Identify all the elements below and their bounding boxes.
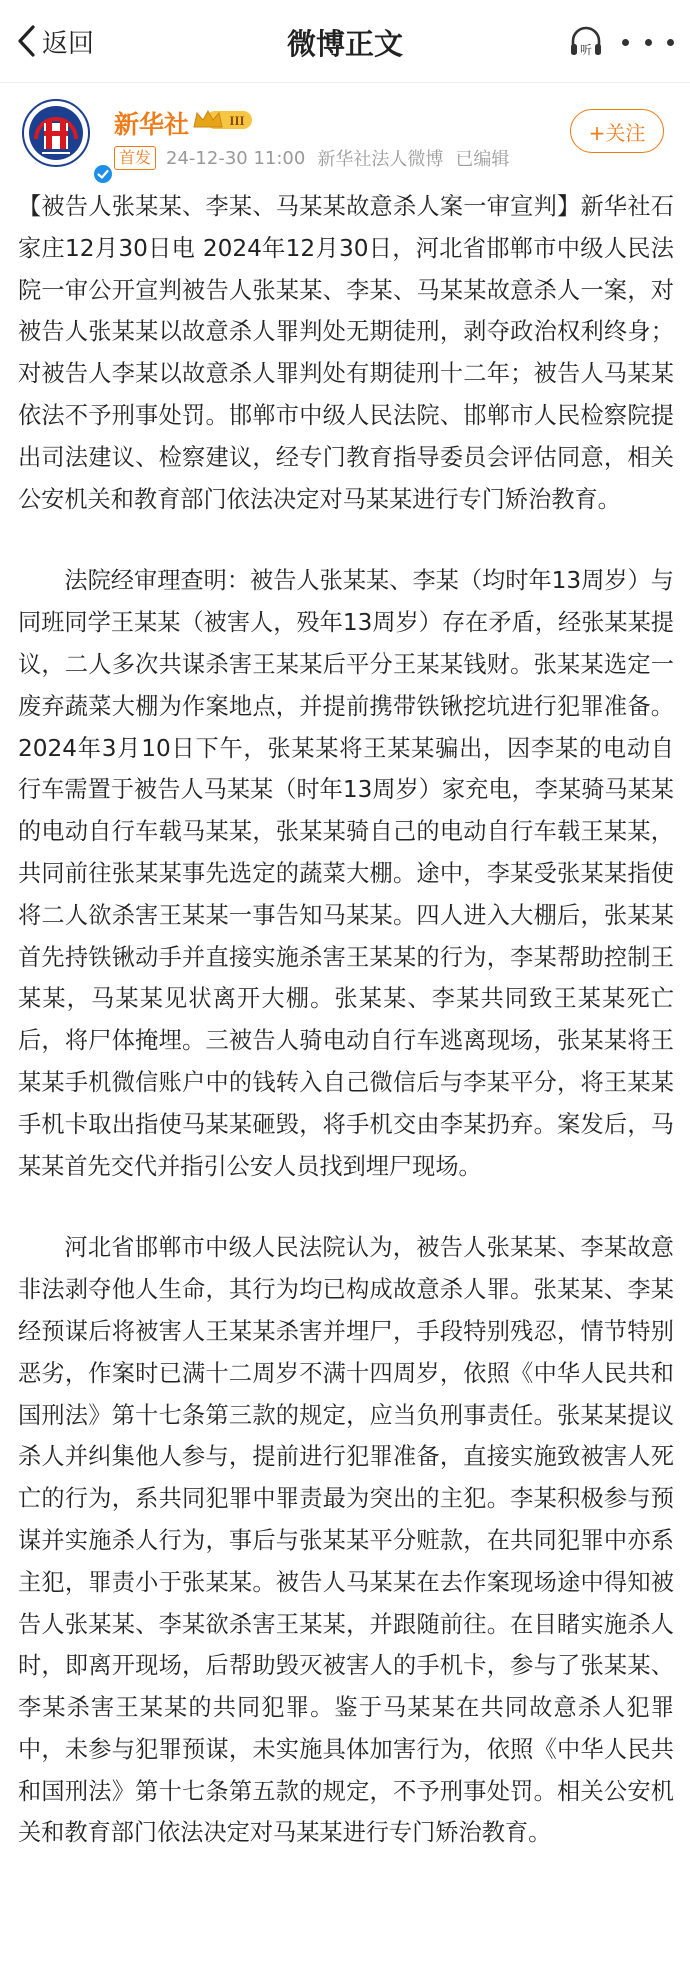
more-dots-icon[interactable] [622, 30, 674, 54]
listen-label: 听 [579, 43, 593, 57]
paragraph-spacer [18, 1187, 674, 1227]
vip-level: III [229, 113, 245, 128]
more-dot [622, 39, 629, 46]
back-label: 返回 [42, 28, 95, 59]
vip-crown-icon [192, 107, 254, 133]
post-source[interactable]: 新华社法人微博 [317, 149, 444, 170]
xinhua-logo-avatar[interactable] [22, 99, 90, 167]
page-title: 微博正文 [286, 27, 403, 61]
verified-icon [92, 163, 114, 185]
first-publish-tag: 首发 [114, 146, 156, 170]
post-meta [114, 145, 521, 171]
author-header [0, 83, 690, 183]
post-paragraph: 法院经审理查明：被告人张某某、李某（均时年13周岁）与同班同学王某某（被害人，殁年13周岁）存在矛盾，经张某某提议，二人多次共谋杀害王某某后平分王某某钱财。张某某选定一废弃蔬菜大棚为作案地点，并提前携带铁锹挖坑进行犯罪准备。2024年3月10日下午，张某某将王某某骗出，因李某的电动自行车需置于被告人马某某（时年13周岁）家充电，李某骑马某某的电动自行车载马某某，张某某骑自己的电动自行车载王某某，共同前往张某某事先选定的蔬菜大棚。途中，李某受张某某指使将二人欲杀害王某某一事告知马某某。四人进入大棚后，张某某首先持铁锹动手并直接实施杀害王某某的行为，李某帮助控制王某某，马某某见状离开大棚。张某某、李某共同致王某某死亡后，将尸体掩埋。三被告人骑电动自行车逃离现场，张某某将王某某手机微信账户中的钱转入自己微信后与李某平分，将王某某手机卡取出指使马某某砸毁，将手机交由李某扔弃。案发后，马某某首先交代并指引公安人员找到埋尸现场。 [18, 567, 674, 1180]
paragraph-spacer [18, 520, 674, 560]
post-paragraph: 【被告人张某某、李某、马某某故意杀人案一审宣判】新华社石家庄12月30日电 2024年12月30日，河北省邯郸市中级人民法院一审公开宣判被告人张某某、李某、马某某故意杀人一案，对被告人张某某以故意杀人罪判处无期徒刑，剥夺政治权利终身；对被告人李某以故意杀人罪判处有期徒刑十二年；被告人马某某依法不予刑事处罚。邯郸市中级人民法院、邯郸市人民检察院提出司法建议、检察建议，经专门教育指导委员会评估同意，相关公安机关和教育部门依法决定对马某某进行专门矫治教育。 [18, 193, 674, 513]
post-content [18, 186, 674, 1854]
follow-button[interactable]: +关注 [570, 109, 664, 153]
more-dot [667, 39, 674, 46]
edited-label[interactable]: 已编辑 [455, 149, 510, 170]
top-navbar [0, 0, 690, 82]
post-timestamp: 24-12-30 11:00 [166, 147, 306, 169]
post-paragraph: 河北省邯郸市中级人民法院认为，被告人张某某、李某故意非法剥夺他人生命，其行为均已构成故意杀人罪。张某某、李某经预谋后将被害人王某某杀害并埋尸，手段特别残忍，情节特别恶劣，作案时已满十二周岁不满十四周岁，依照《中华人民共和国刑法》第十七条第三款的规定，应当负刑事责任。张某某提议杀人并纠集他人参与，提前进行犯罪准备，直接实施致被害人死亡的行为，系共同犯罪中罪责最为突出的主犯。李某积极参与预谋并实施杀人行为，事后与张某某平分赃款，在共同犯罪中亦系主犯，罪责小于张某某。被告人马某某在去作案现场途中得知被告人张某某、李某欲杀害王某某，并跟随前往。在目睹实施杀人时，即离开现场，后帮助毁灭被害人的手机卡，参与了张某某、李某杀害王某某的共同犯罪。鉴于马某某在共同故意杀人犯罪中，未参与犯罪预谋，未实施具体加害行为，依照《中华人民共和国刑法》第十七条第五款的规定，不予刑事处罚。相关公安机关和教育部门依法决定对马某某进行专门矫治教育。 [18, 1234, 674, 1847]
more-dot [645, 39, 652, 46]
author-name[interactable]: 新华社 [114, 110, 190, 139]
headphones-listen-icon[interactable] [568, 24, 604, 60]
